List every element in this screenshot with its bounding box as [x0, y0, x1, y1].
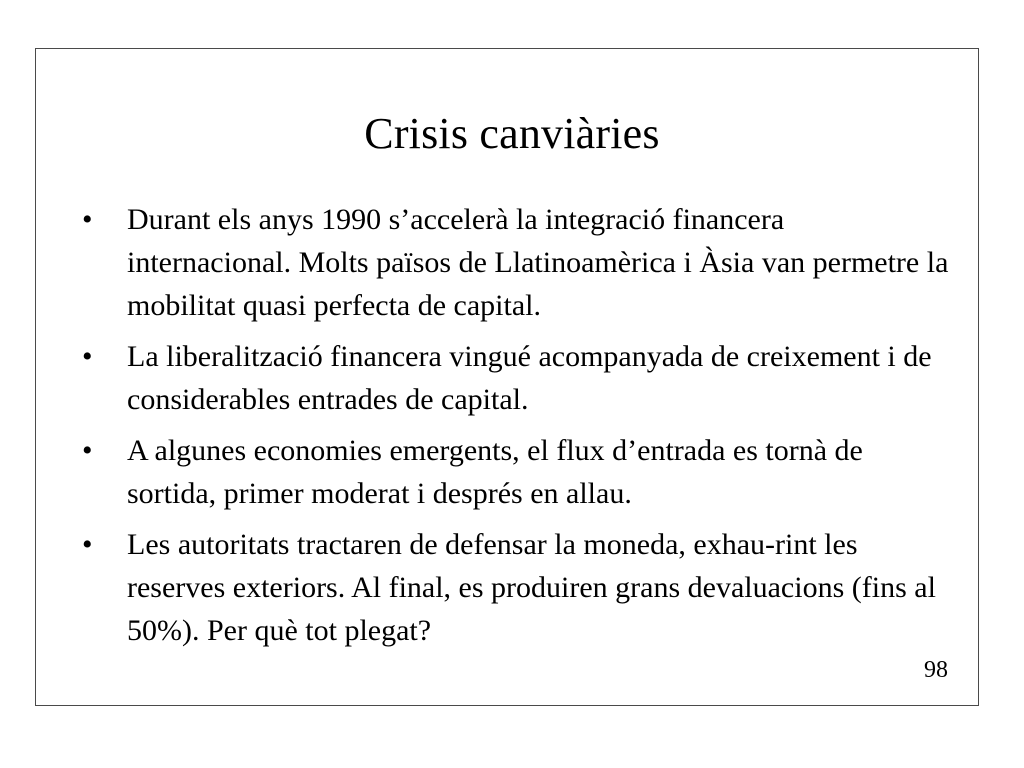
bullet-marker: • [82, 528, 93, 561]
bullet-list [80, 198, 950, 660]
bullet-marker: • [82, 203, 93, 236]
bullet-item [80, 335, 950, 421]
slide-title: Crisis canviàries [364, 109, 660, 158]
bullet-text: A algunes economies emergents, el flux d’entrada es tornà de sortida, primer moderat i després en allau. [127, 434, 863, 510]
bullet-marker: • [82, 434, 93, 467]
bullet-item [80, 429, 950, 515]
bullet-item [80, 198, 950, 327]
bullet-item [80, 523, 950, 652]
bullet-text: La liberalització financera vingué acompanyada de creixement i de considerables entrades de capital. [127, 340, 932, 416]
page-number: 98 [924, 657, 948, 683]
bullet-marker: • [82, 340, 93, 373]
bullet-text: Durant els anys 1990 s’accelerà la integració financera internacional. Molts països de Llatinoamèrica i Àsia van permetre la mobilitat quasi perfecta de capital. [127, 203, 949, 322]
bullet-text: Les autoritats tractaren de defensar la moneda, exhau-rint les reserves exteriors. Al final, es produiren grans devaluacions (fins al 50%). Per què tot plegat? [127, 528, 936, 647]
